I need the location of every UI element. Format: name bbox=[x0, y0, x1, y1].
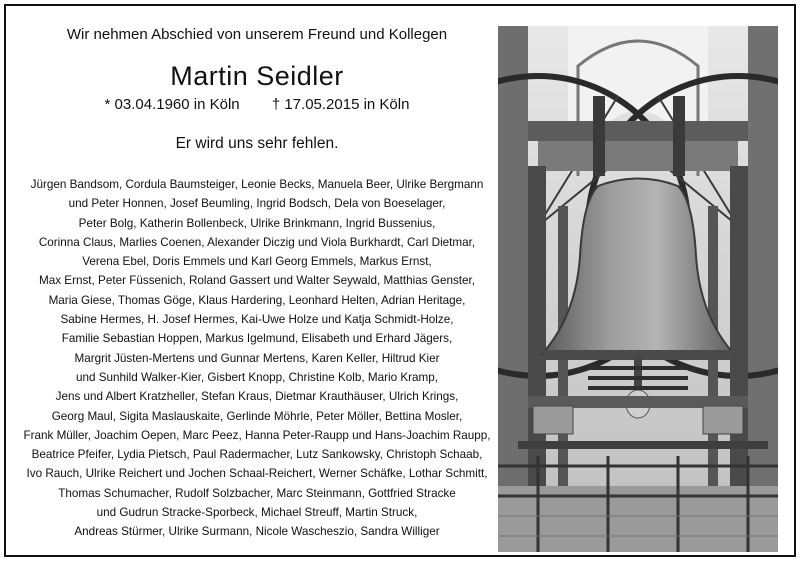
mourner-line: und Sunhild Walker-Kier, Gisbert Knopp, Christine Kolb, Mario Kramp, bbox=[75, 370, 439, 384]
mourner-line: Margrit Jüsten-Mertens und Gunnar Mertens, Karen Keller, Hiltrud Kier bbox=[74, 351, 440, 365]
mourner-line: Andreas Stürmer, Ulrike Surmann, Nicole Wascheszio, Sandra Williger bbox=[74, 525, 440, 539]
mourner-line: Jens und Albert Kratzheller, Stefan Kraus, Dietmar Krauthäuser, Ulrich Krings, bbox=[55, 390, 459, 404]
mourner-line: Maria Giese, Thomas Göge, Klaus Hardering, Leonhard Helten, Adrian Heritage, bbox=[48, 293, 466, 307]
death-date: † 17.05.2015 in Köln bbox=[271, 96, 410, 113]
birth-date: * 03.04.1960 in Köln bbox=[104, 96, 240, 113]
obituary-text bbox=[22, 20, 492, 542]
mourner-list bbox=[22, 175, 492, 542]
life-dates bbox=[22, 96, 492, 113]
mourner-line: Thomas Schumacher, Rudolf Solzbacher, Marc Steinmann, Gottfried Stracke bbox=[58, 486, 456, 500]
mourner-line: Frank Müller, Joachim Oepen, Marc Peez, Hanna Peter-Raupp und Hans-Joachim Raupp, bbox=[23, 428, 491, 442]
mourner-line: und Gudrun Stracke-Sporbeck, Michael Streuff, Martin Struck, bbox=[96, 506, 418, 520]
mourner-line: Peter Bolg, Katherin Bollenbeck, Ulrike Brinkmann, Ingrid Bussenius, bbox=[78, 216, 436, 230]
mourner-line: Ivo Rauch, Ulrike Reichert und Jochen Schaal-Reichert, Werner Schäfke, Lothar Schmitt, bbox=[26, 467, 488, 481]
mourner-line: Corinna Claus, Marlies Coenen, Alexander Diczig und Viola Burkhardt, Carl Dietmar, bbox=[38, 235, 476, 249]
deceased-name: Martin Seidler bbox=[170, 61, 344, 91]
mourner-line: Verena Ebel, Doris Emmels und Karl Georg Emmels, Markus Ernst, bbox=[82, 255, 432, 269]
mourner-line: Sabine Hermes, H. Josef Hermes, Kai-Uwe Holze und Katja Schmidt-Holze, bbox=[60, 313, 454, 327]
mourner-line: Beatrice Pfeifer, Lydia Pietsch, Paul Radermacher, Lutz Sankowsky, Christoph Schaab, bbox=[31, 448, 483, 462]
obituary-frame bbox=[4, 4, 796, 557]
intro-line: Wir nehmen Abschied von unserem Freund und Kollegen bbox=[66, 26, 448, 43]
mourner-line: Jürgen Bandsom, Cordula Baumsteiger, Leonie Becks, Manuela Beer, Ulrike Bergmann bbox=[30, 178, 484, 191]
mourner-line: Max Ernst, Peter Füssenich, Roland Gassert und Walter Seywald, Matthias Genster, bbox=[38, 274, 476, 288]
mourner-line: Familie Sebastian Hoppen, Markus Igelmund, Elisabeth und Erhard Jägers, bbox=[61, 332, 453, 346]
mourner-line: und Peter Honnen, Josef Beumling, Ingrid Bodsch, Dela von Boeselager, bbox=[68, 197, 446, 211]
closing-line: Er wird uns sehr fehlen. bbox=[175, 135, 339, 152]
mourner-line: Georg Maul, Sigita Maslauskaite, Gerlinde Möhrle, Peter Möller, Bettina Mosler, bbox=[51, 409, 463, 423]
bell-photo bbox=[498, 26, 778, 552]
